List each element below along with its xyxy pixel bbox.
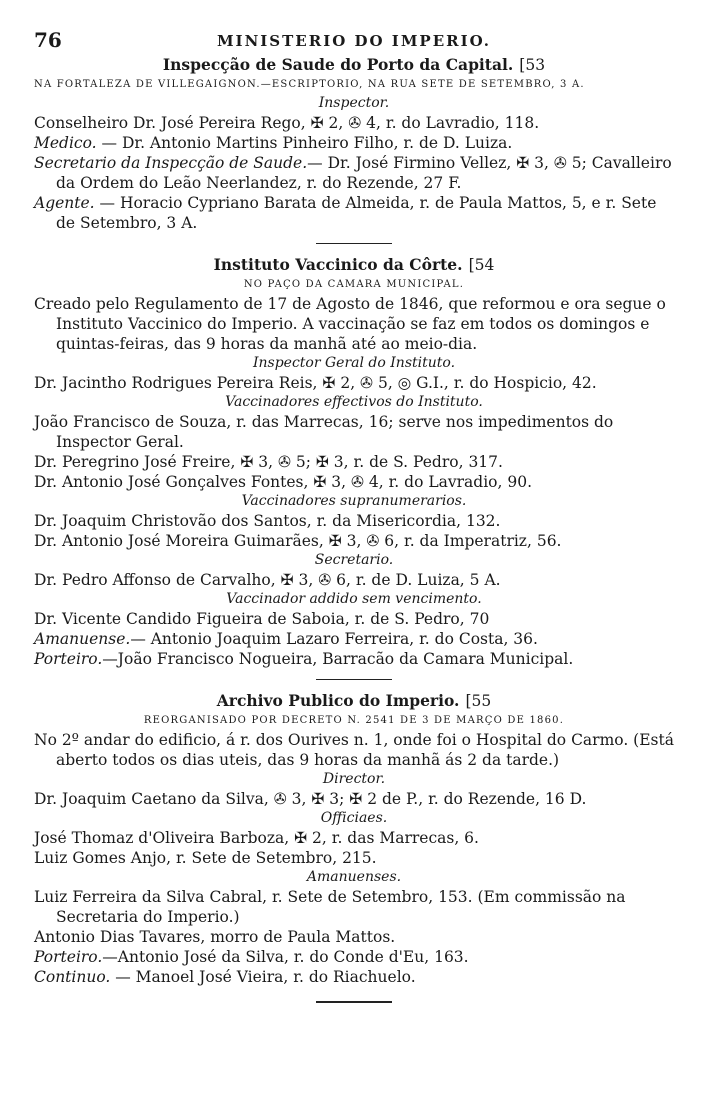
entry bbox=[34, 967, 674, 987]
sections-container bbox=[34, 54, 674, 1003]
entry bbox=[34, 730, 674, 770]
section-title bbox=[34, 254, 674, 276]
entry-text: — Dr. José Firmino Vellez, ✠ 3, ✇ 5; Cavalleiro da Ordem do Leão Neerlandez, r. do Rezende, 27 F. bbox=[56, 154, 672, 192]
entry bbox=[34, 472, 674, 492]
role-heading: Amanuenses. bbox=[306, 869, 402, 885]
entry-text: — Dr. Antonio Martins Pinheiro Filho, r. de D. Luiza. bbox=[96, 134, 513, 152]
section bbox=[34, 54, 674, 233]
entry-label: Porteiro. bbox=[34, 948, 103, 966]
entry bbox=[34, 153, 674, 193]
entry-text: Dr. Peregrino José Freire, ✠ 3, ✇ 5; ✠ 3, r. de S. Pedro, 317. bbox=[34, 453, 503, 471]
entry-text: — Horacio Cypriano Barata de Almeida, r. de Paula Mattos, 5, e r. Sete de Setembro, 3 A. bbox=[56, 194, 657, 232]
entry-text: Luiz Ferreira da Silva Cabral, r. Sete de Setembro, 153. (Em commissão na Secretaria do Imperio.) bbox=[34, 888, 626, 926]
entry-text: — Antonio Joaquim Lazaro Ferreira, r. do Costa, 36. bbox=[130, 630, 538, 648]
entry-text: Dr. Pedro Affonso de Carvalho, ✠ 3, ✇ 6, r. de D. Luiza, 5 A. bbox=[34, 571, 501, 589]
entry bbox=[34, 789, 674, 809]
section-divider bbox=[316, 679, 392, 680]
section-divider bbox=[316, 243, 392, 244]
entry bbox=[34, 848, 674, 868]
entry bbox=[34, 452, 674, 472]
entry-text: Dr. Joaquim Caetano da Silva, ✇ 3, ✠ 3; ✠ 2 de P., r. do Rezende, 16 D. bbox=[34, 790, 587, 808]
entry-text: José Thomaz d'Oliveira Barboza, ✠ 2, r. das Marrecas, 6. bbox=[34, 829, 479, 847]
section bbox=[34, 690, 674, 987]
entry-text: Luiz Gomes Anjo, r. Sete de Setembro, 215. bbox=[34, 849, 377, 867]
role-heading: Inspector. bbox=[318, 95, 390, 111]
entry-text: —João Francisco Nogueira, Barracão da Camara Municipal. bbox=[102, 650, 574, 668]
entry-label: Agente. bbox=[34, 194, 95, 212]
entry bbox=[34, 412, 674, 452]
entry bbox=[34, 133, 674, 153]
section-number: [54 bbox=[468, 256, 495, 274]
section-number: [55 bbox=[465, 692, 492, 710]
section-address: REORGANISADO POR DECRETO N. 2541 DE 3 DE MARÇO DE 1860. bbox=[143, 715, 565, 726]
entry-label: Medico. bbox=[34, 134, 97, 152]
entry bbox=[34, 294, 674, 354]
entry bbox=[34, 570, 674, 590]
entry bbox=[34, 511, 674, 531]
role-heading: Vaccinadores supranumerarios. bbox=[241, 493, 467, 509]
section-address: NA FORTALEZA DE VILLEGAIGNON.—ESCRIPTORIO, NA RUA SETE DE SETEMBRO, 3 A. bbox=[34, 79, 585, 90]
entry bbox=[34, 927, 674, 947]
entry bbox=[34, 947, 674, 967]
role-heading: Vaccinador addido sem vencimento. bbox=[226, 591, 482, 607]
entry-text: — Manoel José Vieira, r. do Riachuelo. bbox=[110, 968, 416, 986]
entry bbox=[34, 887, 674, 927]
entry bbox=[34, 609, 674, 629]
entry-text: Antonio Dias Tavares, morro de Paula Mattos. bbox=[34, 928, 396, 946]
section-title-text: Archivo Publico do Imperio. bbox=[216, 691, 460, 710]
section-title-text: Inspecção de Saude do Porto da Capital. bbox=[162, 55, 514, 74]
role-heading: Director. bbox=[322, 771, 386, 787]
entry-label: Amanuense. bbox=[34, 630, 131, 648]
entry-text: Creado pelo Regulamento de 17 de Agosto de 1846, que reformou e ora segue o Instituto Vaccinico do Imperio. A vaccinação se faz em todos os domingos e quintas-feiras, das 9 horas da manhã até ao meio-dia. bbox=[34, 295, 666, 353]
entry bbox=[34, 828, 674, 848]
entry bbox=[34, 373, 674, 393]
entry-label: Continuo. bbox=[34, 968, 111, 986]
section-number: [53 bbox=[519, 56, 546, 74]
section-title bbox=[34, 690, 674, 712]
running-title: MINISTERIO DO IMPERIO. bbox=[216, 32, 492, 50]
entry-text: João Francisco de Souza, r. das Marrecas, 16; serve nos impedimentos do Inspector Geral. bbox=[34, 413, 614, 451]
entry-text: Conselheiro Dr. José Pereira Rego, ✠ 2, ✇ 4, r. do Lavradio, 118. bbox=[34, 114, 540, 132]
page-number: 76 bbox=[34, 28, 62, 52]
section-divider bbox=[316, 1001, 392, 1003]
entry-label: Secretario da Inspecção de Saude. bbox=[34, 154, 308, 172]
role-heading: Secretario. bbox=[314, 552, 394, 568]
entry bbox=[34, 629, 674, 649]
entry bbox=[34, 531, 674, 551]
role-heading: Inspector Geral do Instituto. bbox=[252, 355, 456, 371]
entry bbox=[34, 649, 674, 669]
entry-text: Dr. Joaquim Christovão dos Santos, r. da Misericordia, 132. bbox=[34, 512, 501, 530]
section-address: NO PAÇO DA CAMARA MUNICIPAL. bbox=[243, 279, 465, 290]
entry-label: Porteiro. bbox=[34, 650, 103, 668]
entry-text: Dr. Antonio José Moreira Guimarães, ✠ 3, ✇ 6, r. da Imperatriz, 56. bbox=[34, 532, 562, 550]
entry bbox=[34, 193, 674, 233]
section-title-text: Instituto Vaccinico da Côrte. bbox=[213, 255, 463, 274]
entry-text: —Antonio José da Silva, r. do Conde d'Eu, 163. bbox=[102, 948, 469, 966]
section-title bbox=[34, 54, 674, 76]
page-header bbox=[34, 28, 674, 54]
role-heading: Officiaes. bbox=[320, 810, 388, 826]
entry bbox=[34, 113, 674, 133]
section bbox=[34, 254, 674, 669]
entry-text: Dr. Antonio José Gonçalves Fontes, ✠ 3, ✇ 4, r. do Lavradio, 90. bbox=[34, 473, 532, 491]
role-heading: Vaccinadores effectivos do Instituto. bbox=[225, 394, 483, 410]
entry-text: Dr. Vicente Candido Figueira de Saboia, r. de S. Pedro, 70 bbox=[34, 610, 490, 628]
entry-text: Dr. Jacintho Rodrigues Pereira Reis, ✠ 2, ✇ 5, ◎ G.I., r. do Hospicio, 42. bbox=[34, 374, 597, 392]
entry-text: No 2º andar do edificio, á r. dos Ourives n. 1, onde foi o Hospital do Carmo. (Está aberto todos os dias uteis, das 9 horas da manhã ás 2 da tarde.) bbox=[34, 731, 674, 769]
